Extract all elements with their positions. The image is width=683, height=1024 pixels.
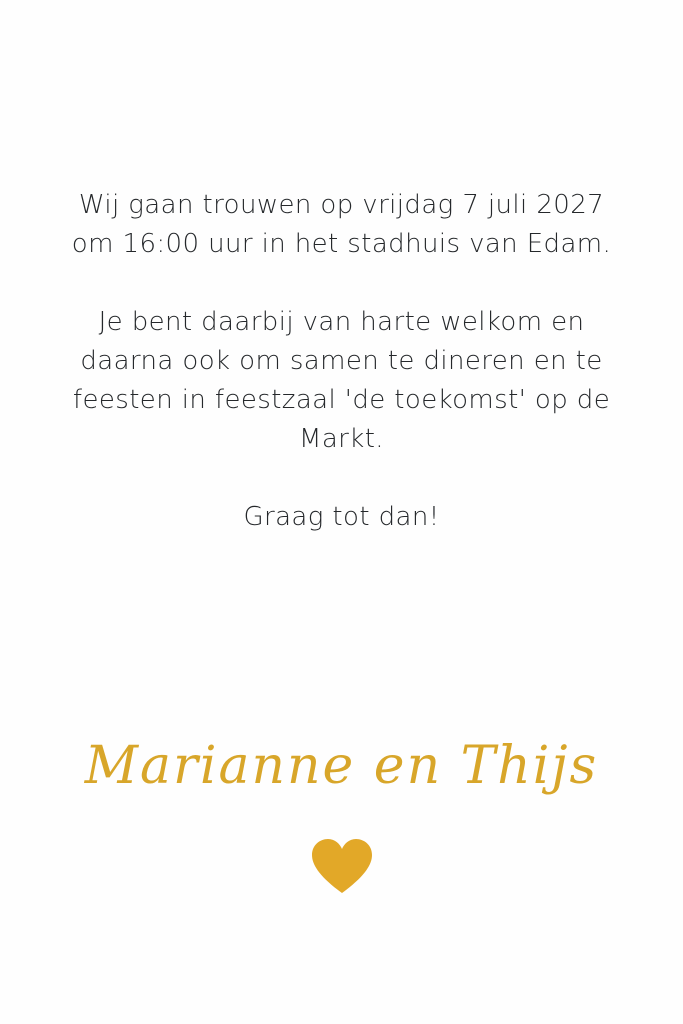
invitation-body <box>62 186 622 537</box>
invitation-paragraph-date: Wij gaan trouwen op vrijdag 7 juli 2027 om 16:00 uur in het stadhuis van Edam. <box>71 190 612 259</box>
couple-signature: Marianne en Thijs <box>84 736 599 796</box>
heart-icon <box>0 837 683 895</box>
invitation-paragraph-closing: Graag tot dan! <box>243 502 440 532</box>
invitation-paragraph-welcome: Je bent daarbij van harte welkom en daarna ook om samen te dineren en te feesten in feestzaal 'de toekomst' op de Markt. <box>72 307 611 454</box>
